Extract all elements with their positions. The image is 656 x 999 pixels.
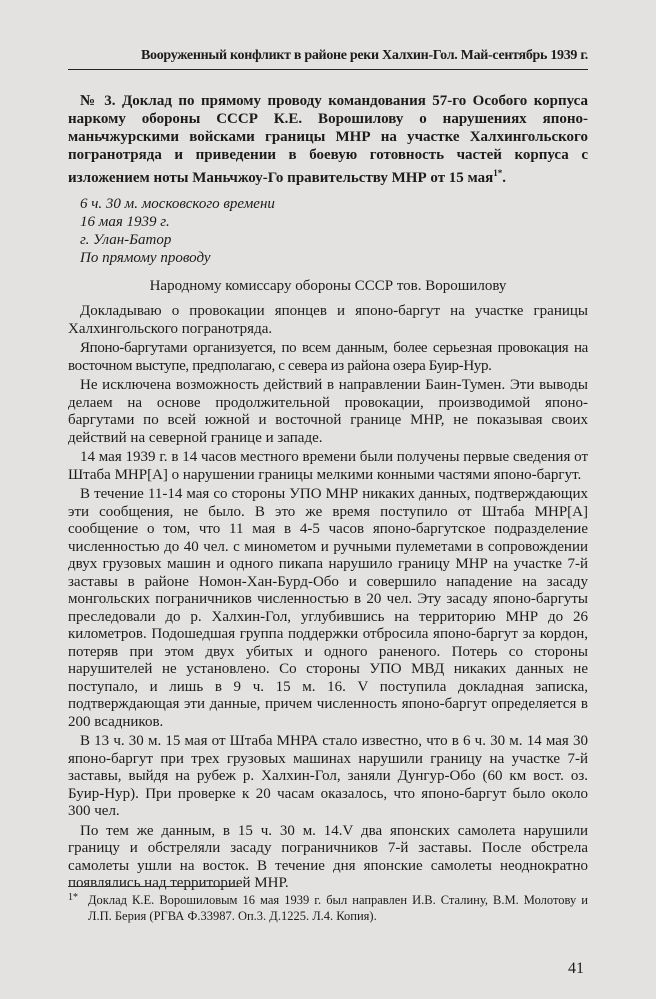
paragraph-3: Не исключена возможность действий в направлении Баин-Тумен. Эти выводы делаем на основе продолжительной провокации, производимой японо-баргутами по всей южной и восточной границе МНР, не показывая своих действий на северной границе и западе. xyxy=(68,377,588,446)
meta-transmission: По прямому проводу xyxy=(80,250,211,266)
footnote-text: Доклад К.Е. Ворошиловым 16 мая 1939 г. был направлен И.В. Сталину, В.М. Молотову и Л.П. Берия (РГВА Ф.33987. Оп.3. Д.1225. Л.4. Копия). xyxy=(88,893,588,923)
paragraph-6: В 13 ч. 30 м. 15 мая от Штаба МНРА стало известно, что в 6 ч. 30 м. 14 мая 30 японо-баргут при трех грузовых машинах нарушили границу на участке 7-й заставы, выйдя на рубеж р. Халхин-Гол, заняли Дунгур-Обо (60 км вост. оз. Буир-Нур). При проверке к 20 часам оказалось, что японо-баргут было около 300 чел. xyxy=(68,733,588,819)
document-title-text: № 3. Доклад по прямому проводу командования 57-го Особого корпуса наркому обороны СССР К.Е. Ворошилову о нарушениях японо-маньчжурскими войсками границы МНР на участке Халхингольского погранотряда и приведении в боевую готовность частей корпуса с изложением ноты Маньчжоу-Го правительству МНР от 15 мая xyxy=(68,93,588,186)
paragraph-7: По тем же данным, в 15 ч. 30 м. 14.V два японских самолета нарушили границу и обстреляли засаду пограничников 7-й заставы. После обстрела самолеты ушли на восток. В течение дня японские самолеты неоднократно появлялись над территорией МНР. xyxy=(68,822,588,891)
footnote xyxy=(68,892,588,924)
meta-date: 16 мая 1939 г. xyxy=(80,214,170,230)
footnote-rule xyxy=(68,886,238,887)
document-meta xyxy=(68,195,588,267)
page-number: 41 xyxy=(568,960,584,977)
paragraph-2: Японо-баргутами организуется, по всем данным, более серьезная провокация на восточном выступе, предполагаю, с севера из района озера Буир-Нур. xyxy=(68,340,588,374)
meta-time: 6 ч. 30 м. московского времени xyxy=(80,196,275,212)
footnote-mark: 1* xyxy=(68,892,78,903)
paragraph-1: Докладываю о провокации японцев и японо-баргут на участке границы Халхингольского погранотряда. xyxy=(68,303,588,337)
addressee: Народному комиссару обороны СССР тов. Ворошилову xyxy=(149,278,507,294)
title-footnote-mark: 1* xyxy=(493,168,503,178)
meta-place: г. Улан-Батор xyxy=(80,232,172,248)
paragraph-4: 14 мая 1939 г. в 14 часов местного времени были получены первые сведения от Штаба МНР[А] о нарушении границы мелкими конными частями японо-баргут. xyxy=(68,449,588,483)
paragraph-5: В течение 11-14 мая со стороны УПО МНР никаких данных, подтверждающих эти сообщения, не было. В это же время поступило от Штаба МНР[А] сообщение о том, что 11 мая в 4-5 часов японо-баргутское подразделение численностью до 40 чел. с минометом и ручными пулеметами в сопровождении двух грузовых машин и одного пикапа нарушило границу МНР на участке 7-й заставы в районе Номон-Хан-Бурд-Обо и совершило нападение на засаду монгольских пограничников численностью в 20 чел. Эту засаду японо-баргуты преследовали до р. Халхин-Гол, углубившись на территорию МНР до 26 километров. Подошедшая группа поддержки отбросила японо-баргут за кордон, потеряв при этом двух убитых и одного раненого. Потерь со стороны нарушителей не установлено. Со стороны УПО МВД никаких данных не поступало, и лишь в 9 ч. 15 м. 16. V поступила докладная записка, подтверждающая эти данные, причем численность японо-баргут определяется в 200 всадников. xyxy=(68,486,588,730)
running-head: Вооруженный конфликт в районе реки Халхин-Гол. Май-сентябрь 1939 г. xyxy=(140,48,588,63)
main-content xyxy=(68,92,588,895)
document-title: № 3. Доклад по прямому проводу командования 57-го Особого корпуса наркому обороны СССР К.Е. Ворошилову о нарушениях японо-маньчжурскими войсками границы МНР на участке Халхингольского погранотряда и приведении в боевую готовность частей корпуса с изложением ноты Маньчжоу-Го правительству МНР от 15 мая$^{1*}$. xyxy=(68,93,588,186)
header-rule xyxy=(68,69,588,70)
